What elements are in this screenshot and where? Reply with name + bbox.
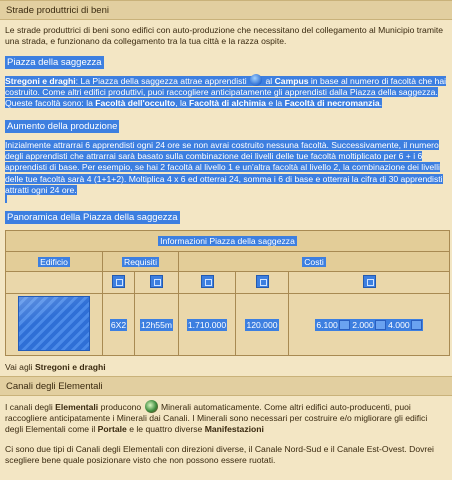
go-to-link-line: Vai agli Stregoni e draghi xyxy=(5,362,106,372)
goods-2-icon xyxy=(375,320,386,330)
icon-cell-goods xyxy=(289,272,450,294)
minerals-gem-icon xyxy=(145,400,158,413)
production-header xyxy=(0,118,119,135)
supplies-value: 120.000 xyxy=(236,294,289,356)
canals-title: Canali degli Elementali xyxy=(6,380,103,392)
col-requisiti: Requisiti xyxy=(103,252,179,272)
production-text: Inizialmente attrarrai 6 apprendisti ogni 24 ore se non avrai costruito nessuna facoltà. Successivamente, il numero degli apprendisti che attrarrai sarà basato sulla combinazione dei livelli delle tue facoltà moltiplicato per 6 + i 6 apprendisti di base. Per esempio, se hai 2 facoltà al livello 1 e un'altra facoltà al livello 2, la combinazione dei livelli delle tue facoltà sarà 4 (1+1+2). Moltiplica 4 x 6 ed otterrai 24, somma i 6 di base e otterrai la cifra di 30 apprendisti attratti ogni 24 ore. xyxy=(5,140,443,195)
academy-header xyxy=(0,54,104,71)
goods-cost-1: 6.100 xyxy=(316,319,338,330)
time-icon xyxy=(150,275,163,288)
grid-size-icon xyxy=(112,275,125,288)
size-value: 6X2 xyxy=(103,294,135,356)
portal-link[interactable]: Portale xyxy=(97,424,127,435)
col-costi: Costi xyxy=(179,252,450,272)
apprentice-orb-icon xyxy=(250,74,262,86)
building-image-cell xyxy=(6,294,103,356)
section-goods-header xyxy=(0,0,452,20)
canals-header xyxy=(0,376,452,396)
goods-1-icon xyxy=(339,320,350,330)
goods-cost-3: 4.000 xyxy=(388,319,410,330)
coins-value: 1.710.000 xyxy=(179,294,236,356)
faculty-necromancy-link[interactable]: Facoltà di necromanzia xyxy=(284,98,380,109)
elementals-link[interactable]: Elementali xyxy=(55,402,99,412)
overview-header xyxy=(0,209,180,226)
academy-title: Piazza della saggezza xyxy=(7,57,102,68)
campus-link[interactable]: Campus xyxy=(274,76,309,86)
academy-building-image xyxy=(18,296,90,351)
faculty-alchemy-link[interactable]: Facoltà di alchimia xyxy=(189,98,266,109)
icon-cell-supplies xyxy=(236,272,289,294)
section-goods-text: Le strade produttrici di beni sono edifici con auto-produzione che necessitano del collegamento al Municipio tramite una strada, e funzionano da collegamento tra la tua città e la razza ospite. xyxy=(5,25,444,47)
production-title: Aumento della produzione xyxy=(7,121,118,132)
col-building: Edificio xyxy=(6,252,103,272)
selection-caret xyxy=(5,195,7,203)
canals-text-1: I canali degli Elementali producono Minerali automaticamente. Come altri edifici auto-producenti, puoi raccogliere anticipatamente i Minerali dai Canali. I Minerali sono necessari per costruire e/o migliorare gli edifici degli Elementali come il Portale e le quattro diverse Manifestazioni xyxy=(5,402,428,435)
goods-cost-values xyxy=(289,294,450,356)
table-caption: Informazioni Piazza della saggezza xyxy=(6,231,450,252)
time-value: 12h55m xyxy=(135,294,179,356)
goods-3-icon xyxy=(411,320,422,330)
overview-title: Panoramica della Piazza della saggezza xyxy=(7,212,178,223)
canals-text-2: Ci sono due tipi di Canali degli Elementali con direzioni diverse, il Canale Nord-Sud e il Canale Est-Ovest. Dovrei scegliere bene quale posizionare visto che non possono essere ruotati. xyxy=(5,444,434,466)
icon-cell-empty xyxy=(6,272,103,294)
faculty-occult-link[interactable]: Facoltà dell'occulto xyxy=(95,98,176,109)
academy-text: Stregoni e draghi: La Piazza della saggezza attrae apprendisti al Campus in base al numero di facoltà che hai costruito. Come altri edifici produttivi, puoi raccogliere anticipatamente gli apprendisti dalla Piazza della saggezza. Queste facoltà sono: la Facoltà dell'occulto, la Facoltà di alchimia e la Facoltà di necromanzia. xyxy=(5,76,447,109)
coins-icon xyxy=(201,275,214,288)
academy-race-link[interactable]: Stregoni e draghi xyxy=(5,76,76,86)
icon-cell-size xyxy=(103,272,135,294)
icon-cell-time xyxy=(135,272,179,294)
crystal-icon xyxy=(363,275,376,288)
manifestations-link[interactable]: Manifestazioni xyxy=(204,424,264,435)
icon-cell-coins xyxy=(179,272,236,294)
academy-info-table xyxy=(5,230,450,356)
goods-cost-2: 2.000 xyxy=(352,319,374,330)
section-goods-title: Strade produttrici di beni xyxy=(6,4,109,16)
race-page-link[interactable]: Stregoni e draghi xyxy=(34,362,106,372)
supplies-icon xyxy=(256,275,269,288)
